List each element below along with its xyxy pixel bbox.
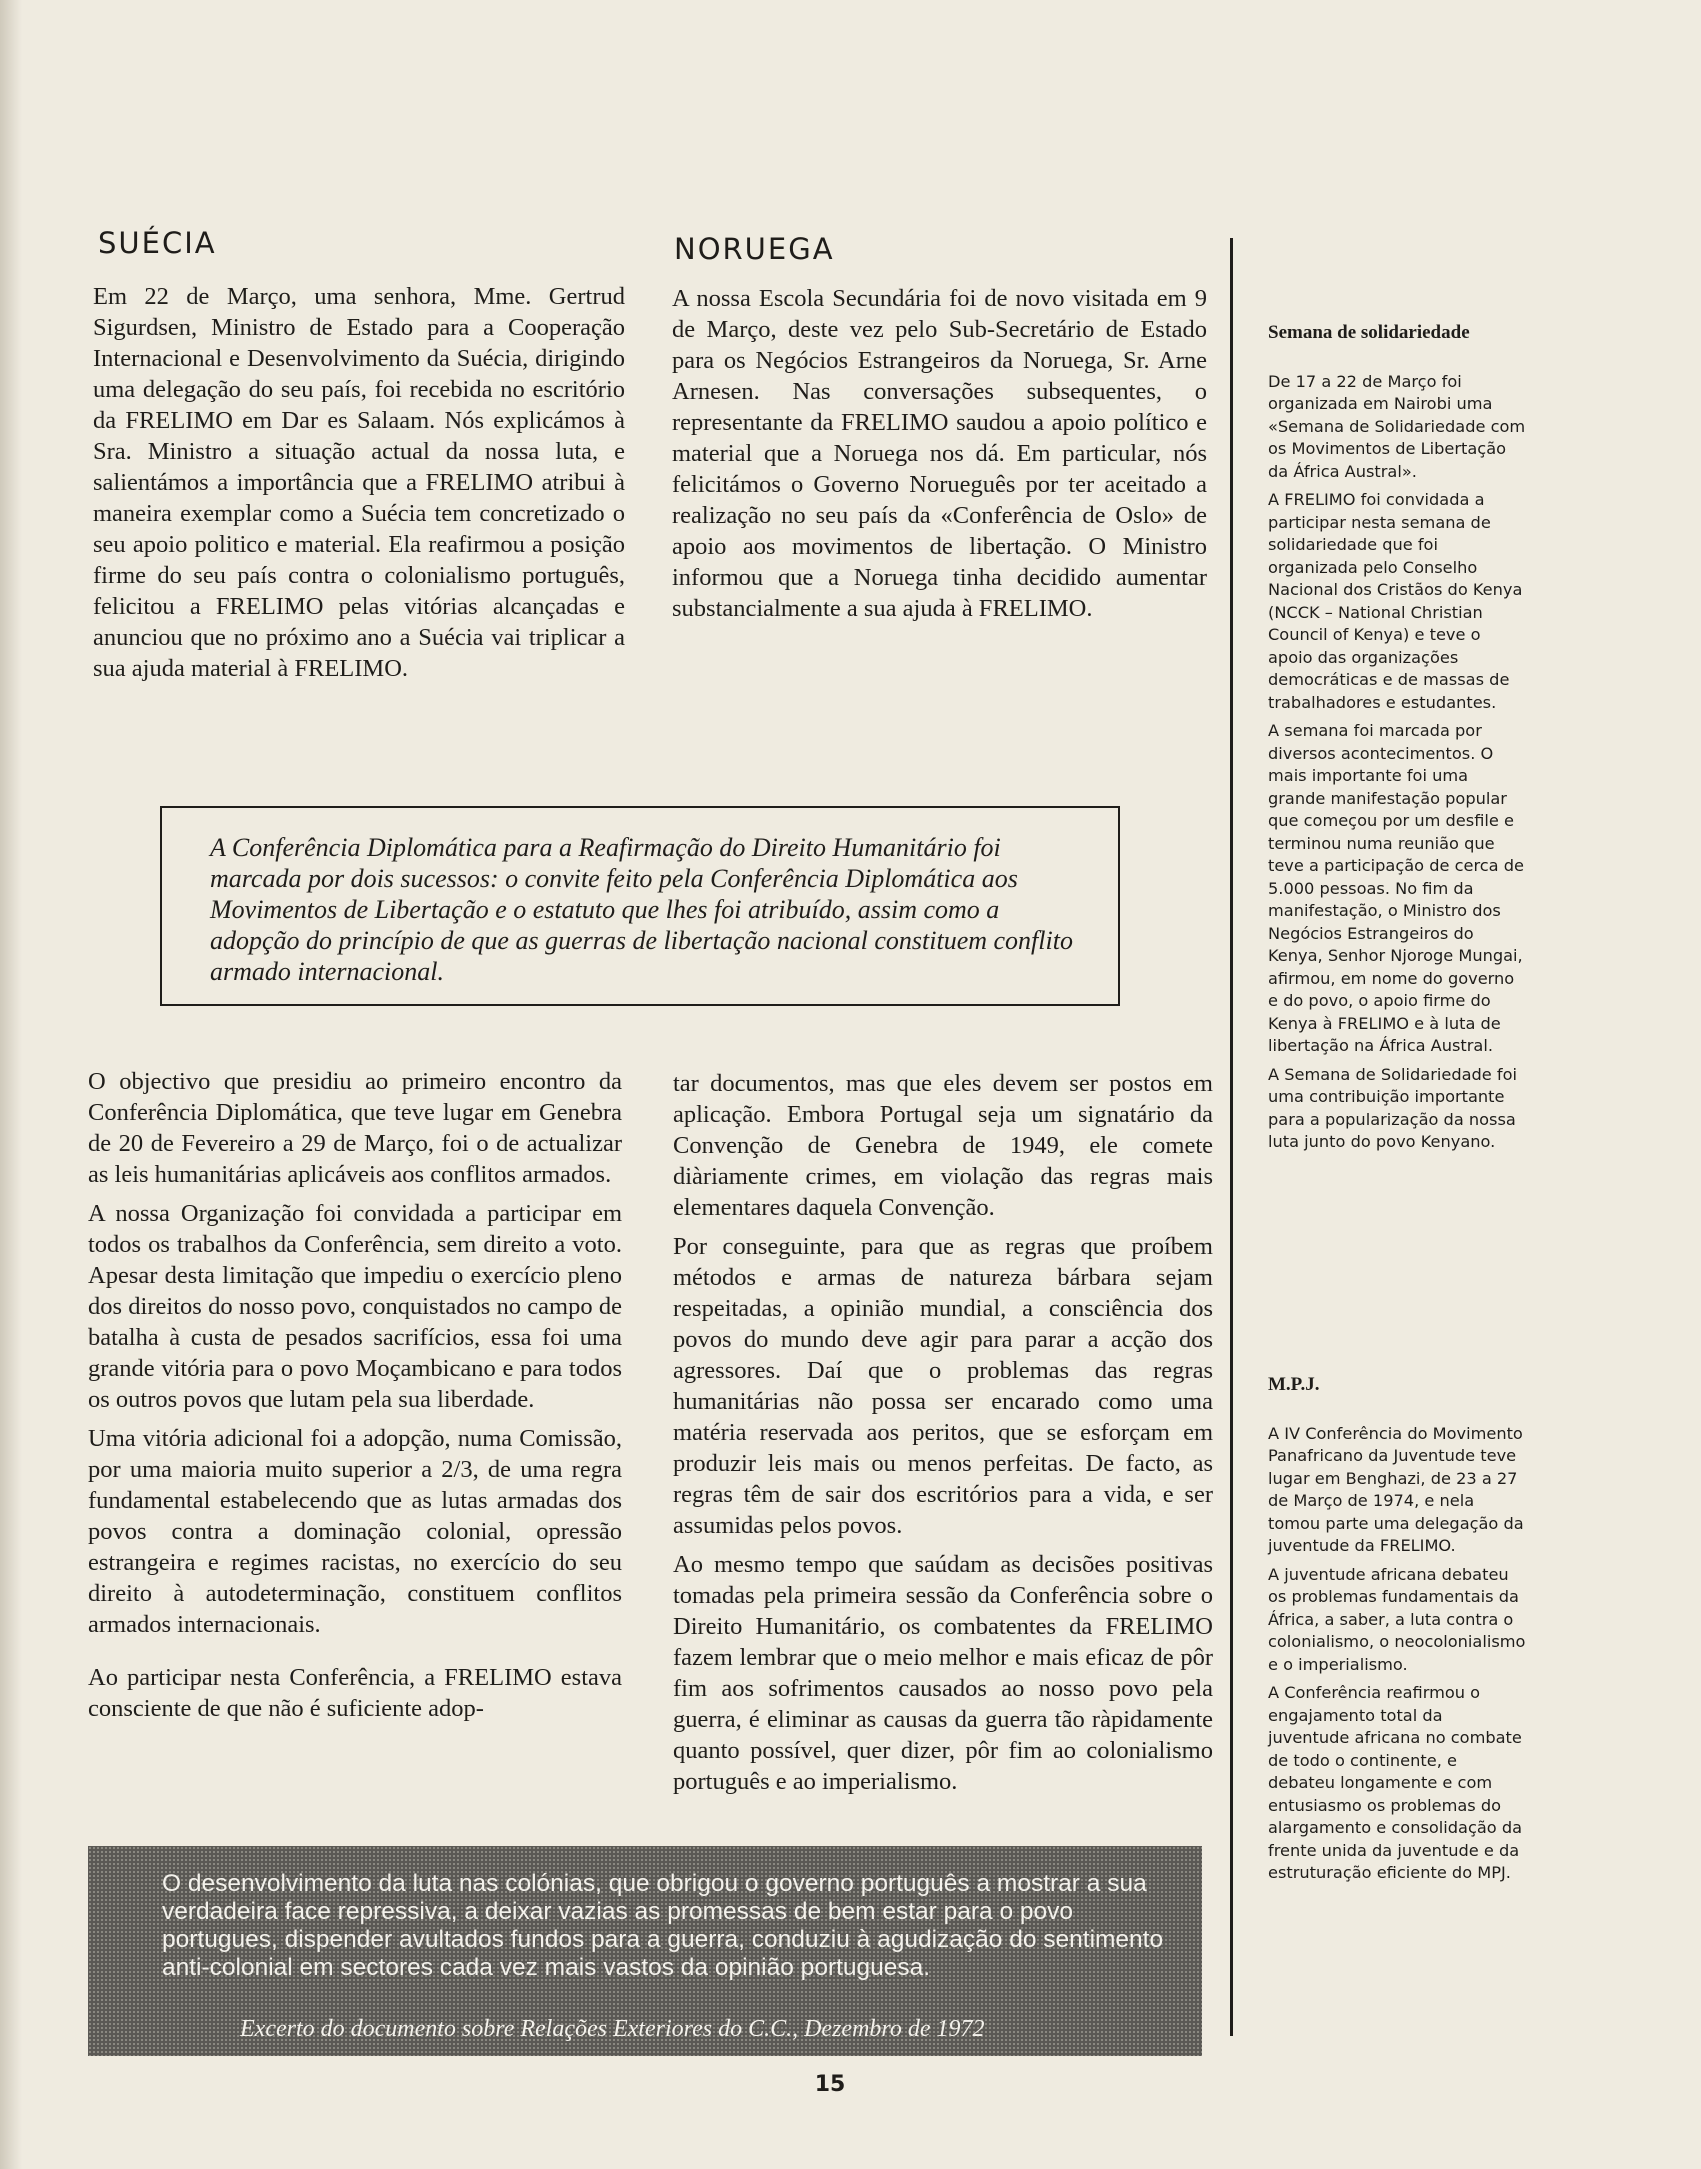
section-body-suecia (93, 281, 625, 692)
sidebar-paragraph: A Conferência reafirmou o engajamento total da juventude africana no combate de todo o continente, e debateu longamente e com entusiasmo os problemas do alargamento e consolidação da frente unida da juventude e da estruturação eficiente do MPJ. (1268, 1683, 1523, 1882)
sidebar-paragraph: De 17 a 22 de Março foi organizada em Nairobi uma «Semana de Solidariedade com os Movimentos de Libertação da África Austral». (1268, 371, 1526, 481)
article-paragraph: A nossa Organização foi convidada a participar em todos os trabalhos da Conferência, sem direito a voto. Apesar desta limitação que impediu o exercício pleno dos direitos do nosso povo, conquistados no campo de batalha à custa de pesados sacrifícios, essa foi uma grande vitória para o povo Moçambicano e para todos os outros povos que lutam pela sua liberdade. (88, 1200, 622, 1413)
sidebar-paragraph: A IV Conferência do Movimento Panafricano da Juventude teve lugar em Benghazi, de 23 a 27 de Março de 1974, e nela tomou parte uma delegação da juventude da FRELIMO. (1268, 1423, 1524, 1555)
section-title-noruega: NORUEGA (674, 232, 835, 266)
section-title-suecia: SUÉCIA (98, 226, 217, 260)
sidebar-paragraph: A Semana de Solidariedade foi uma contribuição importante para a popularização da nossa luta junto do povo Kenyano. (1268, 1064, 1518, 1151)
article-paragraph: Ao participar nesta Conferência, a FRELIMO estava consciente de que não é suficiente adop- (88, 1664, 622, 1722)
sidebar-mpj (1268, 1374, 1528, 1891)
sidebar-title-mpj: M.P.J. (1268, 1374, 1320, 1395)
section-body-noruega (672, 283, 1207, 632)
sidebar-title-solidariedade: Semana de solidariedade (1268, 322, 1470, 343)
article-paragraph: Uma vitória adicional foi a adopção, numa Comissão, por uma maioria muito superior a 2/3, de uma regra fundamental estabelecendo que as lutas armadas dos povos contra a dominação colonial, opressão estrangeira e regimes racistas, no exercício do seu direito à autodeterminação, constituem conflitos armados internacionais. (88, 1425, 622, 1638)
bottom-quote-source: Excerto do documento sobre Relações Exteriores do C.C., Dezembro de 1972 (240, 2016, 985, 2042)
boxed-quote (160, 806, 1120, 1006)
column-divider (1230, 238, 1233, 2036)
sidebar-solidariedade (1268, 322, 1528, 1160)
page-number: 15 (814, 2072, 846, 2097)
boxed-quote-text: A Conferência Diplomática para a Reafirmação do Direito Humanitário foi marcada por dois sucessos: o convite feito pela Conferência Diplomática aos Movimentos de Libertação e o estatuto que lhes foi atribuído, assim como a adopção do princípio de que as guerras de libertação nacional constituem conflito armado internacional. (210, 833, 1073, 986)
article-paragraph: Por conseguinte, para que as regras que proíbem métodos e armas de natureza bárbara sejam respeitadas, a opinião mundial, a consciência dos povos do mundo deve agir para parar a acção dos agressores. Daí que o problemas das regras humanitárias não possa ser encarado como uma matéria reservada aos peritos, que se esforçam em produzir leis mais ou menos perfeitas. De facto, as regras têm de sair dos escritórios para a vida, e ser assumidas pelos povos. (673, 1233, 1213, 1539)
page-edge-shadow (0, 0, 22, 2169)
article-paragraph: O objectivo que presidiu ao primeiro encontro da Conferência Diplomática, que teve lugar em Genebra de 20 de Fevereiro a 29 de Março, foi o de actualizar as leis humanitárias aplicáveis aos conflitos armados. (88, 1068, 622, 1188)
bottom-quote-text: O desenvolvimento da luta nas colónias, que obrigou o governo português a mostrar a sua verdadeira face repressiva, a deixar vazias as promessas de bem estar para o povo portugues, dispender avultados fundos para a guerra, conduziu à agudização do sentimento anti-colonial em sectores cada vez mais vastos da opinião portuguesa. (162, 1870, 1164, 1981)
noruega-paragraph: A nossa Escola Secundária foi de novo visitada em 9 de Março, deste vez pelo Sub-Secretário de Estado para os Negócios Estrangeiros da Noruega, Sr. Arne Arnesen. Nas conversações subsequentes, o representante da FRELIMO saudou a apoio político e material que a Noruega nos dá. Em particular, nós felicitámos o Governo Norueguês por ter aceitado a realização no seu país da «Conferência de Oslo» de apoio aos movimentos de libertação. O Ministro informou que a Noruega tinha decidido aumentar substancialmente a sua ajuda à FRELIMO. (672, 285, 1207, 622)
article-right-column (673, 1068, 1213, 1805)
article-paragraph: Ao mesmo tempo que saúdam as decisões positivas tomadas pela primeira sessão da Conferência sobre o Direito Humanitário, os combatentes da FRELIMO fazem lembrar que o meio melhor e mais eficaz de pôr fim aos sofrimentos causados ao nosso povo pela guerra, é eliminar as causas da guerra tão ràpidamente quanto possível, quer dizer, pôr fim ao colonialismo português e ao imperialismo. (673, 1551, 1213, 1795)
sidebar-paragraph: A semana foi marcada por diversos acontecimentos. O mais importante foi uma grande manifestação popular que começou por um desfile e terminou numa reunião que teve a participação de cerca de 5.000 pessoas. No fim da manifestação, o Ministro dos Negócios Estrangeiros do Kenya, Senhor Njoroge Mungai, afirmou, em nome do governo e do povo, o apoio firme do Kenya à FRELIMO e à luta de libertação na África Austral. (1268, 721, 1524, 1055)
bottom-quote-box (88, 1846, 1202, 2056)
sidebar-paragraph: A juventude africana debateu os problemas fundamentais da África, a saber, a luta contra o colonialismo, o neocolonialismo e o imperialismo. (1268, 1564, 1526, 1674)
article-paragraph: tar documentos, mas que eles devem ser postos em aplicação. Embora Portugal seja um signatário da Convenção de Genebra de 1949, ele comete diàriamente crimes, em violação das regras mais elementares daquela Convenção. (673, 1070, 1213, 1221)
sidebar-paragraph: A FRELIMO foi convidada a participar nesta semana de solidariedade que foi organizada pelo Conselho Nacional dos Cristãos do Kenya (NCCK – National Christian Council of Kenya) e teve o apoio das organizações democráticas e de massas de trabalhadores e estudantes. (1268, 490, 1523, 712)
article-left-column (88, 1066, 622, 1732)
suecia-paragraph: Em 22 de Março, uma senhora, Mme. Gertrud Sigurdsen, Ministro de Estado para a Cooperação Internacional e Desenvolvimento da Suécia, dirigindo uma delegação do seu país, foi recebida no escritório da FRELIMO em Dar es Salaam. Nós explicámos à Sra. Ministro a situação actual da nossa luta, e salientámos a importância que a FRELIMO atribui à maneira exemplar como a Suécia tem concretizado o seu apoio politico e material. Ela reafirmou a posição firme do seu país contra o colonialismo português, felicitou a FRELIMO pelas vitórias alcançadas e anunciou que no próximo ano a Suécia vai triplicar a sua ajuda material à FRELIMO. (93, 283, 625, 682)
